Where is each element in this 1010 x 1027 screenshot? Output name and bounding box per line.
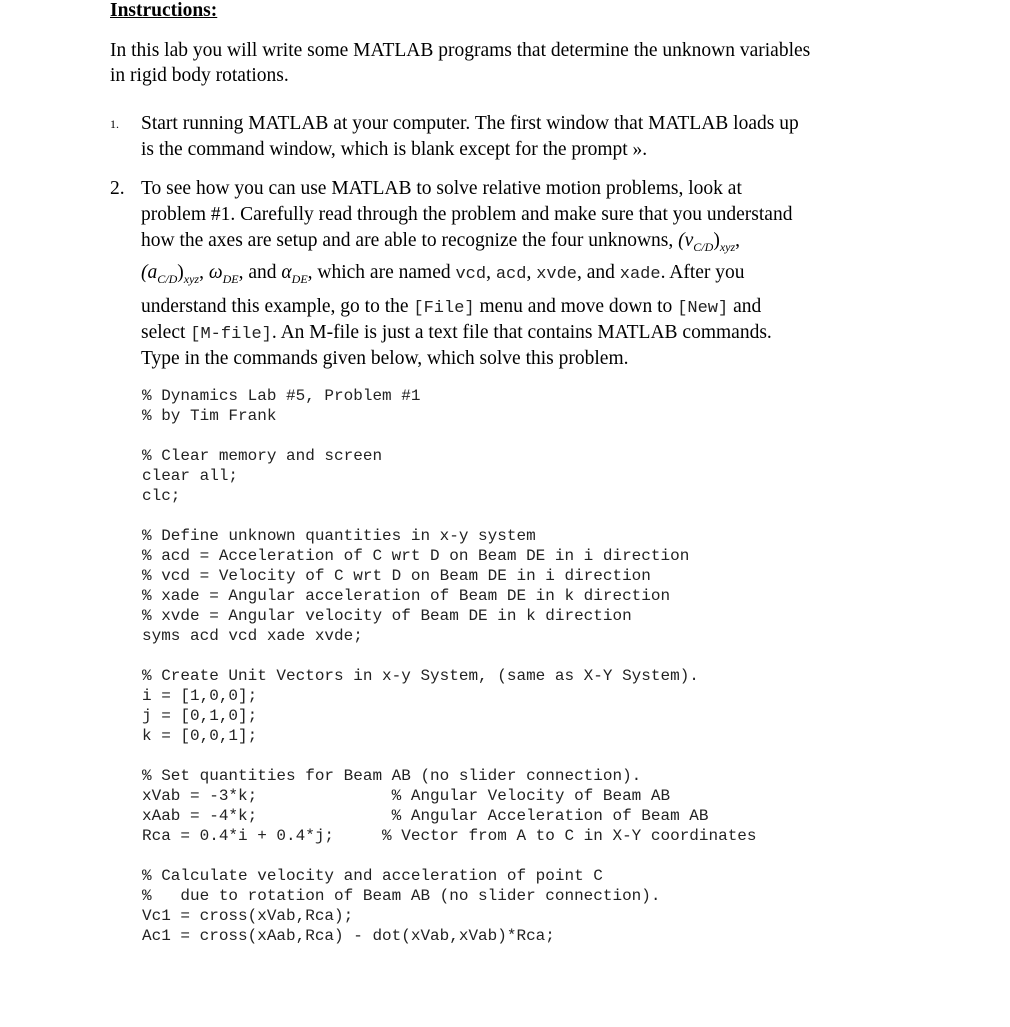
code-line: % acd = Acceleration of C wrt D on Beam DE in i direction <box>142 547 690 565</box>
code-line: k = [0,0,1]; <box>142 727 258 745</box>
inline-code-acd: acd <box>495 265 527 284</box>
step-2-line-6: select [M-file]. An M-file is just a text file that contains MATLAB commands. <box>141 322 772 344</box>
step-2-line-4: $(a_{C/D})_{xyz}$, $\omega_{DE}$, and $\alpha_{DE}$, which are named vcd, acd, xvde, and xade. After you <box>141 262 745 286</box>
instructions-heading: Instructions: <box>110 0 218 21</box>
code-line: % Dynamics Lab #5, Problem #1 <box>142 387 421 405</box>
code-line: Ac1 = cross(xAab,Rca) - dot(xVab,xVab)*Rca; <box>142 927 555 945</box>
code-line: % vcd = Velocity of C wrt D on Beam DE in i direction <box>142 567 651 585</box>
code-line: % Set quantities for Beam AB (no slider connection). <box>142 767 642 785</box>
code-line <box>142 646 757 666</box>
inline-code-xade: xade <box>619 265 661 284</box>
inline-code-vcd: vcd <box>455 265 487 284</box>
matlab-code-block <box>142 386 757 946</box>
code-line: xAab = -4*k; % Angular Acceleration of Beam AB <box>142 807 709 825</box>
inline-code-xvde: xvde <box>536 265 577 284</box>
step-2-line-3: how the axes are setup and are able to recognize the four unknowns, $(v_{C/D})_{xyz}$, <box>141 230 741 254</box>
code-line: clc; <box>142 487 181 505</box>
code-line: xVab = -3*k; % Angular Velocity of Beam AB <box>142 787 671 805</box>
step-2-line-5: understand this example, go to the [File] menu and move down to [New] and <box>141 296 762 318</box>
step-2-line-2: problem #1. Carefully read through the problem and make sure that you understand <box>141 204 793 225</box>
code-line: Rca = 0.4*i + 0.4*j; % Vector from A to C in X-Y coordinates <box>142 827 757 845</box>
inline-code-m-file: [M-file] <box>190 325 272 344</box>
code-line: % Calculate velocity and acceleration of point C <box>142 867 603 885</box>
code-line: % Define unknown quantities in x-y system <box>142 527 536 545</box>
code-line <box>142 506 757 526</box>
math-vcd: $(v_{C/D})_{xyz}$ <box>678 230 736 254</box>
code-line: % due to rotation of Beam AB (no slider connection). <box>142 887 661 905</box>
step-2-number: 2. <box>110 178 125 199</box>
code-line <box>142 426 757 446</box>
math-omega-de: $\omega_{DE}$ <box>208 262 239 286</box>
code-line: Vc1 = cross(xVab,Rca); <box>142 907 354 925</box>
math-alpha-de: $\alpha_{DE}$ <box>281 262 308 286</box>
step-2-line-1: To see how you can use MATLAB to solve relative motion problems, look at <box>141 178 742 199</box>
inline-code-file-menu: [File] <box>413 299 475 318</box>
code-line: % xvde = Angular velocity of Beam DE in k direction <box>142 607 632 625</box>
step-1-line-1: Start running MATLAB at your computer. The first window that MATLAB loads up <box>141 113 799 134</box>
intro-paragraph: In this lab you will write some MATLAB programs that determine the unknown variables in rigid body rotations. <box>110 40 811 86</box>
code-line: clear all; <box>142 467 239 485</box>
step-2-line-7: Type in the commands given below, which solve this problem. <box>141 348 629 369</box>
code-line: % Clear memory and screen <box>142 447 383 465</box>
step-2-line-3-text: how the axes are setup and are able to recognize the four unknowns, <box>141 230 674 251</box>
code-line: % Create Unit Vectors in x-y System, (same as X-Y System). <box>142 667 699 685</box>
code-line: syms acd vcd xade xvde; <box>142 627 363 645</box>
code-line: % by Tim Frank <box>142 407 277 425</box>
code-line: % xade = Angular acceleration of Beam DE in k direction <box>142 587 671 605</box>
code-line <box>142 846 757 866</box>
inline-code-new-menu: [New] <box>677 299 729 318</box>
step-1-line-2: is the command window, which is blank except for the prompt ». <box>141 139 648 160</box>
code-line <box>142 746 757 766</box>
math-acd: $(a_{C/D})_{xyz}$ <box>141 262 200 286</box>
code-line: j = [0,1,0]; <box>142 707 258 725</box>
step-1-number: 1. <box>110 117 119 131</box>
code-line: i = [1,0,0]; <box>142 687 258 705</box>
